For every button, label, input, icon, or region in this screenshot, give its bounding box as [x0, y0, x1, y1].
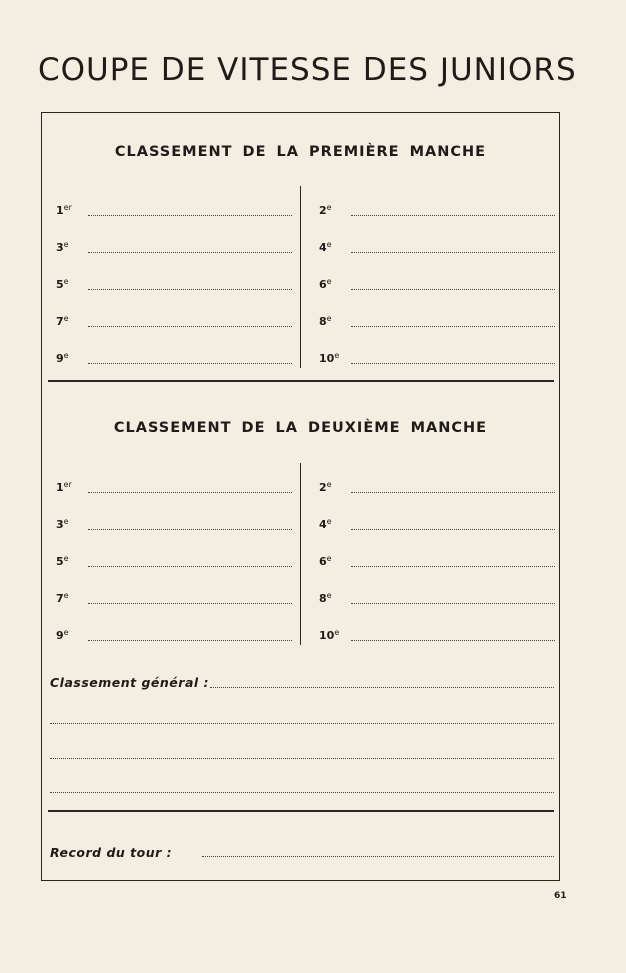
rank-suffix: e: [334, 628, 340, 637]
rank-entry: [56, 627, 292, 643]
general-ranking-line-4[interactable]: [50, 792, 554, 793]
rank-label: [56, 517, 69, 531]
rank-entry: [319, 313, 555, 329]
rank-name-field[interactable]: [88, 252, 292, 253]
rank-entry: [319, 202, 555, 218]
rank-number: 6: [319, 555, 327, 568]
rank-entry: [56, 553, 292, 569]
rank-suffix: e: [326, 517, 332, 526]
rank-name-field[interactable]: [351, 363, 555, 364]
rank-number: 5: [56, 555, 64, 568]
rank-name-field[interactable]: [351, 492, 555, 493]
rank-suffix: e: [326, 314, 332, 323]
rank-suffix: e: [63, 554, 69, 563]
rank-name-field[interactable]: [351, 529, 555, 530]
rank-number: 4: [319, 241, 327, 254]
page-number: 61: [554, 891, 567, 901]
rank-suffix: e: [326, 480, 332, 489]
rank-number: 9: [56, 352, 64, 365]
rank-name-field[interactable]: [351, 289, 555, 290]
rank-suffix: er: [63, 203, 72, 212]
page-title: COUPE DE VITESSE DES JUNIORS: [38, 52, 577, 88]
lap-record-label: Record du tour :: [50, 845, 173, 860]
rank-number: 3: [56, 241, 64, 254]
rank-name-field[interactable]: [351, 640, 555, 641]
rank-label: [56, 240, 69, 254]
rank-entry: [319, 516, 555, 532]
rank-label: [319, 554, 332, 568]
rank-label: [319, 480, 332, 494]
rank-suffix: er: [63, 480, 72, 489]
rank-label: [56, 628, 69, 642]
rank-label: [56, 351, 69, 365]
rank-suffix: e: [63, 314, 69, 323]
rank-number: 1: [56, 204, 64, 217]
rank-number: 8: [319, 315, 327, 328]
rank-number: 2: [319, 481, 327, 494]
rank-number: 1: [56, 481, 64, 494]
rank-name-field[interactable]: [88, 326, 292, 327]
rank-name-field[interactable]: [351, 215, 555, 216]
rank-number: 2: [319, 204, 327, 217]
rank-name-field[interactable]: [88, 492, 292, 493]
rank-label: [56, 554, 69, 568]
rank-entry: [56, 276, 292, 292]
rank-entry: [319, 553, 555, 569]
rank-number: 10: [319, 352, 335, 365]
rank-label: [319, 203, 332, 217]
rank-label: [56, 314, 69, 328]
rank-entry: [319, 350, 555, 366]
rank-name-field[interactable]: [88, 603, 292, 604]
rank-label: [319, 351, 339, 365]
rank-number: 10: [319, 629, 335, 642]
rank-label: [319, 314, 332, 328]
rank-name-field[interactable]: [88, 640, 292, 641]
rank-label: [56, 591, 69, 605]
rank-entry: [319, 479, 555, 495]
rank-name-field[interactable]: [88, 215, 292, 216]
rank-suffix: e: [63, 517, 69, 526]
general-ranking-label: Classement général :: [50, 675, 210, 690]
rank-number: 7: [56, 315, 64, 328]
rank-suffix: e: [63, 591, 69, 600]
rank-suffix: e: [326, 240, 332, 249]
rank-entry: [56, 516, 292, 532]
rank-entry: [56, 313, 292, 329]
rank-suffix: e: [326, 554, 332, 563]
form-frame: [41, 112, 560, 881]
rank-label: [319, 517, 332, 531]
rank-entry: [56, 479, 292, 495]
rank-number: 5: [56, 278, 64, 291]
column-divider-second-round: [300, 463, 301, 645]
rank-entry: [56, 202, 292, 218]
rank-label: [56, 480, 72, 494]
section-separator: [48, 380, 554, 382]
general-ranking-field[interactable]: [210, 687, 554, 688]
rank-label: [319, 591, 332, 605]
rank-entry: [319, 590, 555, 606]
rank-entry: [56, 590, 292, 606]
section-heading-second-round: CLASSEMENT DE LA DEUXIÈME MANCHE: [113, 420, 488, 436]
rank-label: [56, 277, 69, 291]
rank-suffix: e: [326, 203, 332, 212]
rank-suffix: e: [326, 591, 332, 600]
rank-number: 9: [56, 629, 64, 642]
rank-number: 4: [319, 518, 327, 531]
record-separator: [48, 810, 554, 812]
rank-number: 6: [319, 278, 327, 291]
rank-entry: [56, 350, 292, 366]
general-ranking-line-3[interactable]: [50, 758, 554, 759]
rank-suffix: e: [63, 277, 69, 286]
rank-name-field[interactable]: [351, 603, 555, 604]
rank-name-field[interactable]: [351, 566, 555, 567]
rank-entry: [319, 627, 555, 643]
rank-name-field[interactable]: [88, 289, 292, 290]
rank-label: [319, 628, 339, 642]
column-divider-first-round: [300, 186, 301, 368]
rank-entry: [319, 239, 555, 255]
rank-suffix: e: [334, 351, 340, 360]
rank-number: 8: [319, 592, 327, 605]
rank-suffix: e: [326, 277, 332, 286]
rank-number: 7: [56, 592, 64, 605]
rank-name-field[interactable]: [351, 252, 555, 253]
rank-entry: [319, 276, 555, 292]
rank-label: [319, 240, 332, 254]
rank-label: [56, 203, 72, 217]
rank-number: 3: [56, 518, 64, 531]
rank-name-field[interactable]: [88, 529, 292, 530]
rank-name-field[interactable]: [351, 326, 555, 327]
rank-suffix: e: [63, 240, 69, 249]
rank-label: [319, 277, 332, 291]
rank-name-field[interactable]: [88, 363, 292, 364]
rank-name-field[interactable]: [88, 566, 292, 567]
section-heading-first-round: CLASSEMENT DE LA PREMIÈRE MANCHE: [114, 144, 487, 160]
lap-record-field[interactable]: [202, 856, 554, 857]
general-ranking-line-2[interactable]: [50, 723, 554, 724]
rank-suffix: e: [63, 351, 69, 360]
rank-entry: [56, 239, 292, 255]
rank-suffix: e: [63, 628, 69, 637]
